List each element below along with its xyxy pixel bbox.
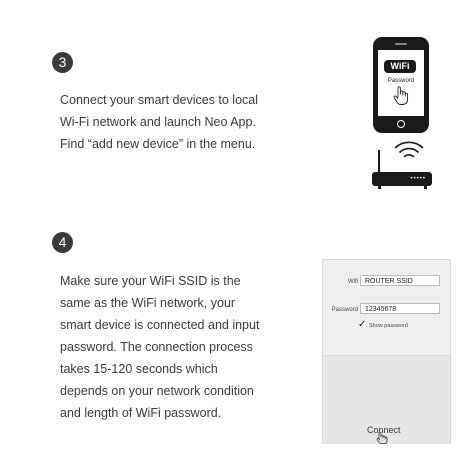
show-password-checkbox[interactable]: ✓ — [358, 319, 367, 330]
router-foot — [424, 186, 427, 189]
step-4-line: depends on your network condition — [60, 384, 254, 398]
password-field-label: Password — [331, 307, 358, 313]
phone-password-label: Password — [387, 78, 415, 84]
wifi-badge-icon: WiFi — [384, 60, 416, 73]
wifi-signal-icon — [392, 138, 426, 164]
step-3-line: Find “add new device” in the menu. — [60, 137, 256, 151]
phone-home-button — [397, 120, 405, 128]
step-number-badge: 3 — [52, 52, 73, 73]
phone-illustration — [373, 37, 429, 133]
router-antenna — [378, 150, 380, 172]
step-4-line: and length of WiFi password. — [60, 406, 222, 420]
step-3-line: Connect your smart devices to local — [60, 93, 259, 107]
step-4-line: password. The connection process — [60, 340, 253, 354]
connect-button[interactable]: Connect — [367, 425, 401, 435]
phone-speaker — [395, 43, 407, 45]
step-4-line: Make sure your WiFi SSID is the — [60, 274, 241, 288]
wifi-field-label: Wifi — [348, 279, 358, 285]
step-number-badge: 4 — [52, 232, 73, 253]
show-password-label: Show password — [369, 323, 408, 329]
step-4-line: takes 15-120 seconds which — [60, 362, 218, 376]
step-4-instructions — [60, 270, 259, 424]
wifi-connect-form — [322, 259, 451, 444]
phone-screen — [378, 50, 424, 116]
step-4-line: same as the WiFi network, your — [60, 296, 236, 310]
password-field[interactable]: 12345678 — [360, 303, 440, 314]
router-icon — [372, 172, 432, 186]
tap-hand-icon — [393, 86, 409, 106]
tap-hand-icon — [375, 432, 389, 444]
wifi-ssid-field[interactable]: ROUTER SSID — [360, 275, 440, 286]
step-4-line: smart device is connected and input — [60, 318, 260, 332]
router-foot — [378, 186, 381, 189]
step-3-line: Wi-Fi network and launch Neo App. — [60, 115, 256, 129]
router-lights: ••••• — [410, 176, 426, 182]
step-3-instructions — [60, 89, 258, 155]
